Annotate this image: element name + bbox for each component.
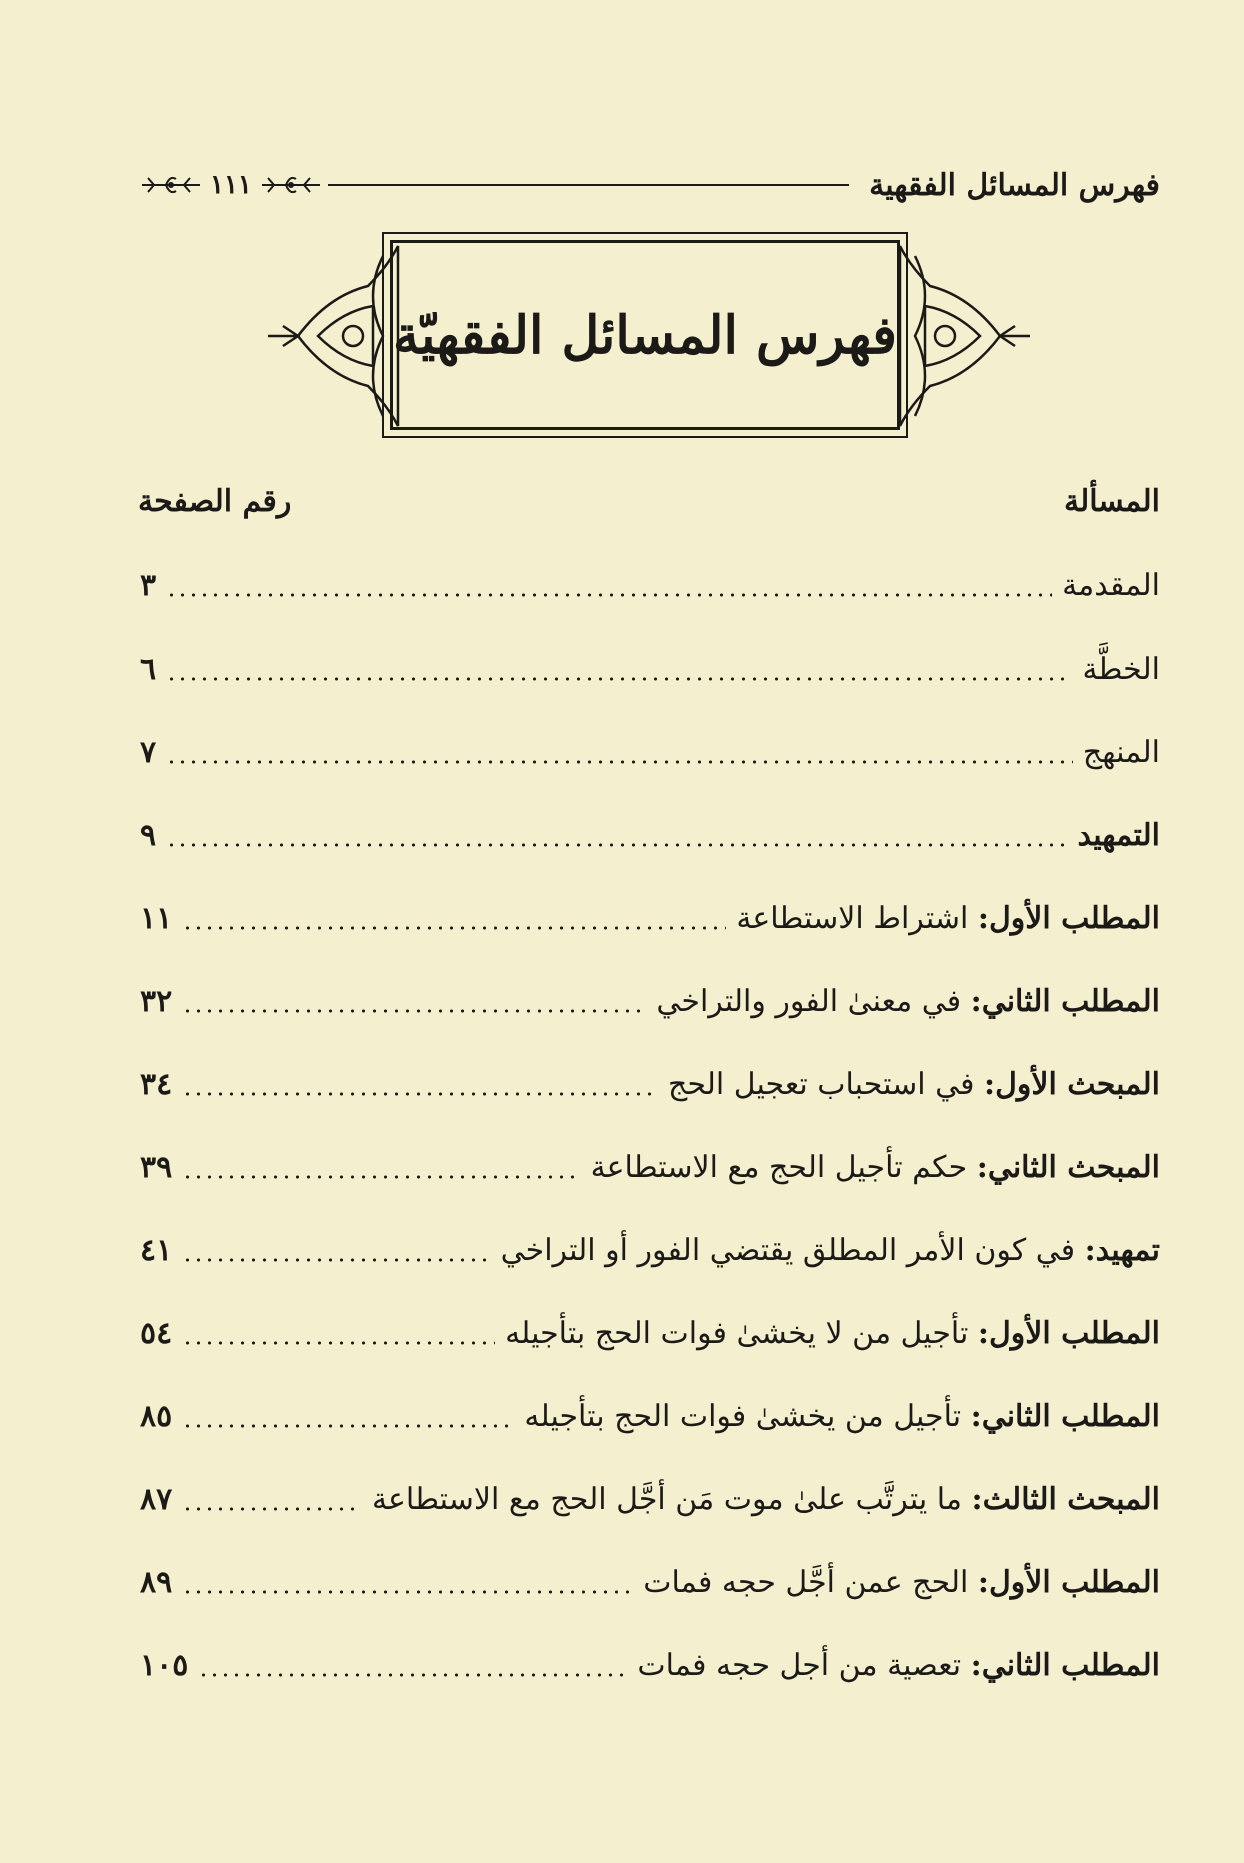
toc-entry xyxy=(140,1470,1160,1528)
entry-page: ٧ xyxy=(140,734,157,770)
header-page-number: ١١١ xyxy=(210,170,252,200)
entry-label xyxy=(524,1399,1160,1434)
entry-label xyxy=(501,1233,1160,1268)
entry-page: ٤١ xyxy=(140,1232,173,1268)
entry-label xyxy=(736,901,1160,936)
entry-text: اشتراط الاستطاعة xyxy=(736,900,969,936)
toc-entry xyxy=(140,1387,1160,1445)
dot-leader xyxy=(182,1175,580,1179)
entry-head: المبحث الأول: xyxy=(984,1066,1160,1102)
entry-page: ٥٤ xyxy=(140,1315,173,1351)
entry-label xyxy=(637,1648,1160,1683)
flourish-ornament-icon xyxy=(260,170,322,200)
dot-leader xyxy=(182,1341,495,1345)
entry-text: في كون الأمر المطلق يقتضي الفور أو التراخي xyxy=(500,1232,1076,1268)
entry-page: ٨٩ xyxy=(140,1564,173,1600)
flourish-ornament-icon xyxy=(140,170,202,200)
entry-page: ٦ xyxy=(140,651,157,687)
title-frame xyxy=(390,240,900,430)
entry-head: المطلب الأول: xyxy=(977,900,1160,936)
dot-leader xyxy=(182,1424,514,1428)
running-title: فهرس المسائل الفقهية xyxy=(869,167,1160,203)
entry-label xyxy=(668,1067,1160,1102)
entry-label xyxy=(505,1316,1160,1351)
entry-page: ٨٧ xyxy=(140,1481,173,1517)
dot-leader xyxy=(198,1673,627,1677)
entry-text: في استحباب تعجيل الحج xyxy=(668,1066,975,1102)
entry-label xyxy=(591,1150,1160,1185)
entry-page: ١٠٥ xyxy=(140,1647,189,1683)
toc-entry xyxy=(140,1304,1160,1362)
entry-page: ٩ xyxy=(140,817,157,853)
page-title: فهرس المسائل الفقهيّة xyxy=(392,304,898,366)
dot-leader xyxy=(182,1009,646,1013)
entry-head: المطلب الثاني: xyxy=(970,1398,1160,1434)
dot-leader xyxy=(166,760,1073,764)
entry-page: ١١ xyxy=(140,900,173,936)
entry-text: حكم تأجيل الحج مع الاستطاعة xyxy=(590,1149,968,1185)
entry-text: المنهج xyxy=(1082,734,1160,770)
entry-head: المطلب الثاني: xyxy=(970,983,1160,1019)
toc-entry xyxy=(140,640,1160,698)
toc-entry xyxy=(140,1553,1160,1611)
entry-head: المبحث الثاني: xyxy=(976,1149,1160,1185)
entry-page: ٣ xyxy=(140,567,157,603)
toc-entry xyxy=(140,889,1160,947)
dot-leader xyxy=(166,843,1067,847)
entry-head: المطلب الثاني: xyxy=(970,1647,1160,1683)
entry-page: ٨٥ xyxy=(140,1398,173,1434)
entry-text: في معنىٰ الفور والتراخي xyxy=(656,983,962,1019)
dot-leader xyxy=(182,1590,633,1594)
dot-leader xyxy=(182,926,726,930)
entry-text: الحج عمن أجَّل حجه فمات xyxy=(643,1564,969,1600)
dot-leader xyxy=(182,1092,658,1096)
entry-head: التمهيد xyxy=(1077,817,1160,853)
header-rule xyxy=(328,184,849,186)
toc-entry xyxy=(140,1138,1160,1196)
entry-label xyxy=(643,1565,1160,1600)
toc-entry xyxy=(140,1221,1160,1279)
entry-label xyxy=(1078,818,1161,853)
dot-leader xyxy=(182,1507,362,1511)
toc-entry xyxy=(140,806,1160,864)
entry-head: تمهيد: xyxy=(1084,1232,1160,1268)
toc-entry xyxy=(140,1055,1160,1113)
entry-head: المطلب الأول: xyxy=(977,1315,1160,1351)
entry-head: المبحث الثالث: xyxy=(971,1481,1160,1517)
entry-label xyxy=(372,1482,1160,1517)
dot-leader xyxy=(166,677,1072,681)
entry-text: تأجيل من يخشىٰ فوات الحج بتأجيله xyxy=(524,1398,962,1434)
running-header xyxy=(140,160,1160,210)
entry-page: ٣٢ xyxy=(140,983,173,1019)
entry-text: تعصية من أجل حجه فمات xyxy=(637,1647,962,1683)
entry-label xyxy=(1082,652,1160,687)
entry-page: ٣٤ xyxy=(140,1066,173,1102)
entry-text: ما يترتَّب علىٰ موت مَن أجَّل الحج مع الاستطاعة xyxy=(371,1481,962,1517)
toc-entry xyxy=(140,556,1160,614)
dot-leader xyxy=(166,593,1052,597)
toc-entry xyxy=(140,972,1160,1030)
entry-head: المطلب الأول: xyxy=(977,1564,1160,1600)
entry-label xyxy=(1062,568,1160,603)
dot-leader xyxy=(182,1258,490,1262)
entry-page: ٣٩ xyxy=(140,1149,173,1185)
entry-text: تأجيل من لا يخشىٰ فوات الحج بتأجيله xyxy=(505,1315,969,1351)
toc-entry xyxy=(140,723,1160,781)
toc-entry xyxy=(140,1636,1160,1694)
entry-text: الخطَّة xyxy=(1082,651,1160,687)
column-header-page: رقم الصفحة xyxy=(138,484,292,519)
entry-label xyxy=(1083,735,1160,770)
entry-label xyxy=(656,984,1160,1019)
entry-text: المقدمة xyxy=(1062,567,1160,603)
column-header-item: المسألة xyxy=(1064,484,1160,519)
